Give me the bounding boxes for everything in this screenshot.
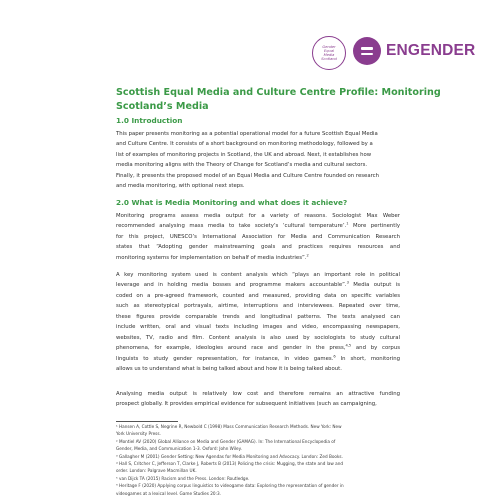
footnotes [116, 423, 400, 496]
text-line [116, 343, 400, 353]
monitoring-paragraph-2 [116, 270, 400, 374]
footnote-divider [116, 421, 178, 422]
line-text: linguists to study gender representation, for instance, in video games. [116, 355, 334, 362]
intro-paragraph [116, 129, 400, 192]
engender-wordmark: ENGENDER [386, 42, 476, 59]
line-text: allows us to understand what is being talked about and how it is being talked about. [116, 365, 342, 372]
text-line: list of examples of monitoring projects in Scotland, the UK and abroad. Next, it establishes how [116, 151, 372, 158]
line-text: these figures provide comparable trends and longitudinal patterns. The texts analysed can [116, 313, 400, 320]
text-line: This paper presents monitoring as a potential operational model for a future Scottish Equal Media [116, 131, 378, 137]
footnote-ref[interactable]: 2 [306, 253, 309, 258]
line-text: such as stereotypical portrayals, airtime, interruptions and interviewees. Repeated over time, [116, 303, 400, 310]
text-line [116, 232, 400, 242]
line-text: A key monitoring system used is content analysis which “plays an important role in political [116, 272, 400, 278]
section-heading-media-monitoring: 2.0 What is Media Monitoring and what does it achieve? [116, 198, 348, 207]
line-text: states that “Adopting gender mainstreaming goals and practices requires resources and [116, 244, 400, 251]
logo-circle-text-4: Scotland [321, 57, 337, 62]
footnote-ref[interactable]: 3 [346, 280, 349, 285]
line-text: include written, oral and visual texts including images and video, encompassing newspapers, [116, 324, 400, 331]
text-line: prospect globally. It provides empirical evidence for subsequent initiatives (such as campaigning, [116, 401, 377, 408]
text-line: order. London: Palgrave Macmillan UK. [116, 468, 197, 474]
title-line: Scotland’s Media [116, 100, 209, 112]
logo-circle-text-2: Equal [323, 48, 335, 53]
gender-equal-media-scotland-logo [312, 36, 346, 70]
line-text: Monitoring programs assess media output for a variety of reasons. Sociologist Max Weber [116, 213, 400, 219]
footnote-ref[interactable]: 6 [333, 354, 336, 358]
line-text: phenomena, for example, ideologies around race and gender in the press, [116, 345, 346, 352]
line-text: websites, TV, radio and film. Content analysis is also used by sociologists to study cultural [116, 334, 400, 341]
equals-icon [353, 37, 381, 65]
page-title [116, 86, 441, 113]
line-text-after: Media output is [348, 282, 400, 289]
section-heading-introduction: 1.0 Introduction [116, 116, 183, 125]
text-line [116, 211, 400, 221]
text-line [116, 301, 400, 311]
text-line [116, 221, 400, 231]
line-text: recommended analysing mass media to take society’s ‘cultural temperature’. [116, 223, 347, 230]
text-line: ⁵ van Dijck TA (2015) Racism and the Press. London: Routledge. [116, 475, 250, 481]
line-text: coded on a pre-agreed framework, counted and measured, providing data on specific variables [116, 292, 400, 299]
text-line: and media monitoring, with optional next steps. [116, 183, 245, 190]
text-line [116, 270, 400, 280]
text-line [116, 354, 400, 364]
line-text: leverage and in holding media bosses and programme makers accountable”. [116, 282, 347, 289]
text-line: Analysing media output is relatively low cost and therefore remains an attractive funding [116, 391, 400, 397]
text-line: ¹ Hansen A, Cottle S, Negrine R, Newbold C (1998) Mass Communication Research Methods. New York: New [116, 424, 342, 429]
footnote-ref[interactable]: 4,5 [345, 343, 352, 348]
text-line [116, 364, 400, 374]
text-line [116, 322, 400, 332]
logo-circle-text-1: Gender [322, 44, 336, 49]
line-text-after: and by corpus [351, 345, 400, 352]
line-text-after: More pertinently [348, 223, 400, 230]
text-line: media monitoring aligns with the Theory of Change for Scotland’s media and cultural sectors. [116, 162, 368, 169]
text-line [116, 242, 400, 252]
text-line: Finally, it presents the proposed model of an Equal Media and Culture Centre founded on research [116, 172, 380, 179]
monitoring-paragraph-1 [116, 211, 400, 263]
text-line [116, 280, 400, 290]
text-line [116, 333, 400, 343]
text-line: ³ Gallagher M (2001) Gender Setting: New Agendas for Media Monitoring and Advocacy. London: Zed Books. [116, 453, 343, 459]
line-text: monitoring systems for implementation on behalf of media industries”. [116, 254, 307, 261]
text-line [116, 291, 400, 301]
text-line: ² Montiel AV (2020) Global Alliance on Media and Gender (GAMAG). In: The International Encyclopedia of [116, 438, 336, 444]
text-line [116, 312, 400, 322]
text-line: videogames at a lexical level. Game Studies 20:3. [116, 490, 221, 496]
text-line: ⁴ Hall S, Critcher C, Jefferson T, Clarke J, Roberts B (2013) Policing the crisis: Mugging, the state and law and [116, 460, 344, 466]
text-line: York University Press. [116, 431, 161, 437]
logo-circle-text-3: Media [323, 53, 335, 57]
line-text: for this project, UNESCO’s International Association for Media and Communication Research [116, 233, 400, 240]
text-line [116, 253, 400, 263]
text-line: Gender, Media, and Communication 1-3. Oxford: John Wiley. [116, 446, 242, 452]
footnote-ref[interactable]: 1 [346, 221, 349, 226]
title-line: Scottish Equal Media and Culture Centre Profile: Monitoring [116, 87, 441, 98]
line-text-after: In short, monitoring [335, 355, 400, 362]
text-line: ⁶ Heritage F (2020) Applying corpus linguistics to videogame data: Exploring the representation of gender in [116, 483, 344, 489]
monitoring-paragraph-3 [116, 389, 400, 410]
text-line: and Culture Centre. It consists of a short background on monitoring methodology, followed by a [116, 141, 373, 148]
engender-logo [353, 37, 475, 65]
